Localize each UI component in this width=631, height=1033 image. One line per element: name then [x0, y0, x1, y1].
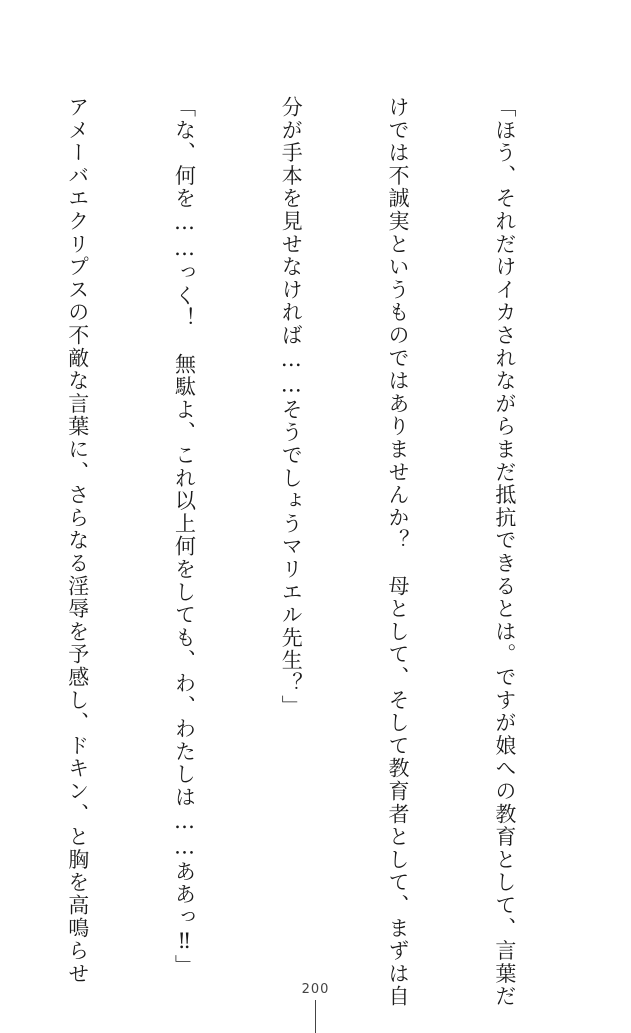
page-number: 200 — [301, 982, 330, 997]
text-line: 「な、何を……っく！ 無駄よ、これ以上何をしても、わ、わたしは……ああっ‼」 — [172, 96, 197, 978]
text-line: けでは不誠実というものではありませんか？ 母として、そして教育者として、まずは自 — [386, 96, 411, 1008]
text-line: 「ほう、それだけイカされながらまだ抵抗できるとは。ですが娘への教育として、言葉だ — [492, 96, 517, 1008]
text-line: アメーバエクリプスの不敵な言葉に、さらなる淫辱を予感し、ドキン、と胸を高鳴らせ — [65, 96, 90, 986]
text-line: 分が手本を見せなければ……そうでしょうマリエル先生？」 — [279, 96, 304, 718]
page-tick-line — [315, 1000, 316, 1033]
